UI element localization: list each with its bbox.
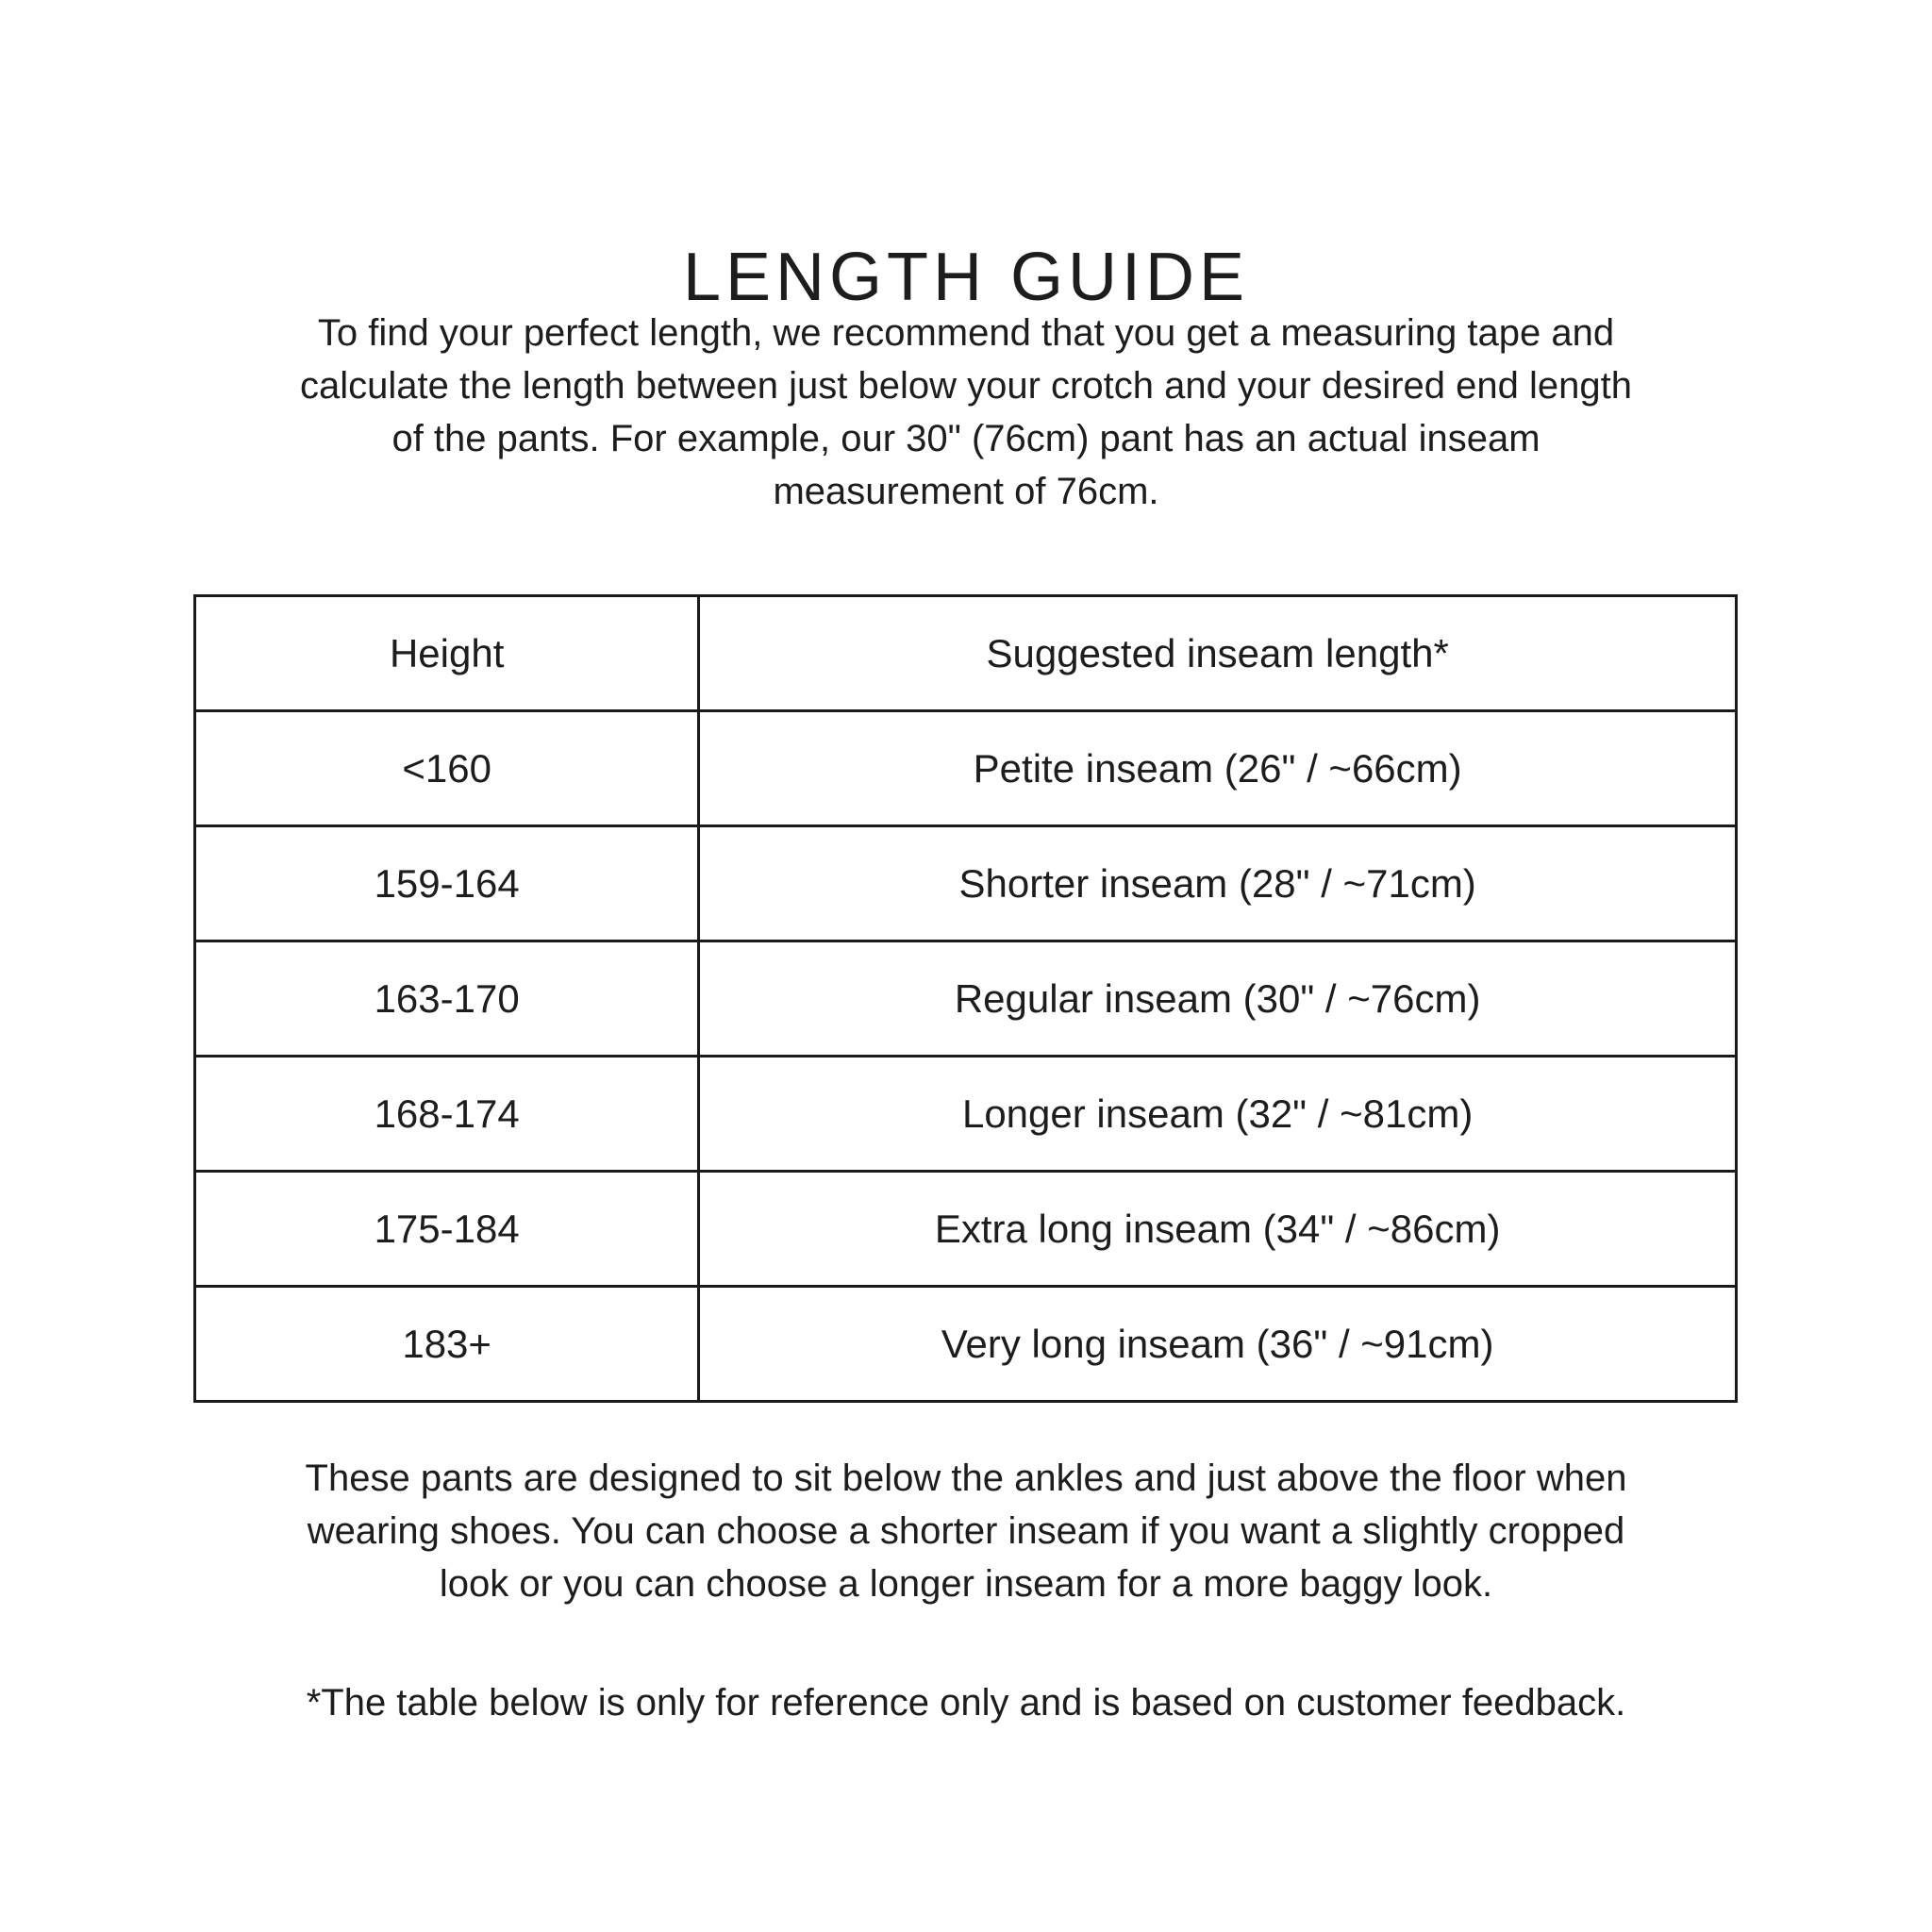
- reference-footnote: *The table below is only for reference only and is based on customer feedback.: [306, 1682, 1626, 1724]
- fit-note-paragraph: [174, 1452, 1758, 1610]
- header-height: Height: [195, 596, 699, 711]
- height-cell: 163-170: [195, 941, 699, 1057]
- height-cell: <160: [195, 711, 699, 826]
- page-title: LENGTH GUIDE: [682, 240, 1250, 316]
- inseam-cell: Longer inseam (32" / ~81cm): [699, 1057, 1737, 1172]
- table-row: [195, 1287, 1737, 1402]
- intro-line: of the pants. For example, our 30" (76cm) pant has an actual inseam: [391, 418, 1541, 459]
- height-cell: 159-164: [195, 826, 699, 941]
- fit-note-line: These pants are designed to sit below the ankles and just above the floor when: [305, 1457, 1627, 1499]
- header-inseam: Suggested inseam length*: [699, 596, 1737, 711]
- table-row: [195, 1172, 1737, 1287]
- table-row: [195, 1057, 1737, 1172]
- table-header-row: [195, 596, 1737, 711]
- intro-paragraph: [174, 307, 1758, 518]
- table-row: [195, 711, 1737, 826]
- table-row: [195, 941, 1737, 1057]
- fit-note-line: wearing shoes. You can choose a shorter inseam if you want a slightly cropped: [307, 1510, 1625, 1552]
- inseam-cell: Regular inseam (30" / ~76cm): [699, 941, 1737, 1057]
- intro-line: To find your perfect length, we recommend that you get a measuring tape and: [317, 312, 1615, 354]
- inseam-cell: Very long inseam (36" / ~91cm): [699, 1287, 1737, 1402]
- inseam-cell: Petite inseam (26" / ~66cm): [699, 711, 1737, 826]
- fit-note-line: look or you can choose a longer inseam for a more baggy look.: [439, 1563, 1493, 1605]
- intro-line: measurement of 76cm.: [773, 471, 1159, 512]
- intro-line: calculate the length between just below your crotch and your desired end length: [299, 365, 1632, 407]
- inseam-cell: Extra long inseam (34" / ~86cm): [699, 1172, 1737, 1287]
- height-cell: 175-184: [195, 1172, 699, 1287]
- height-cell: 183+: [195, 1287, 699, 1402]
- inseam-cell: Shorter inseam (28" / ~71cm): [699, 826, 1737, 941]
- table-row: [195, 826, 1737, 941]
- height-cell: 168-174: [195, 1057, 699, 1172]
- inseam-length-table: [193, 594, 1738, 1403]
